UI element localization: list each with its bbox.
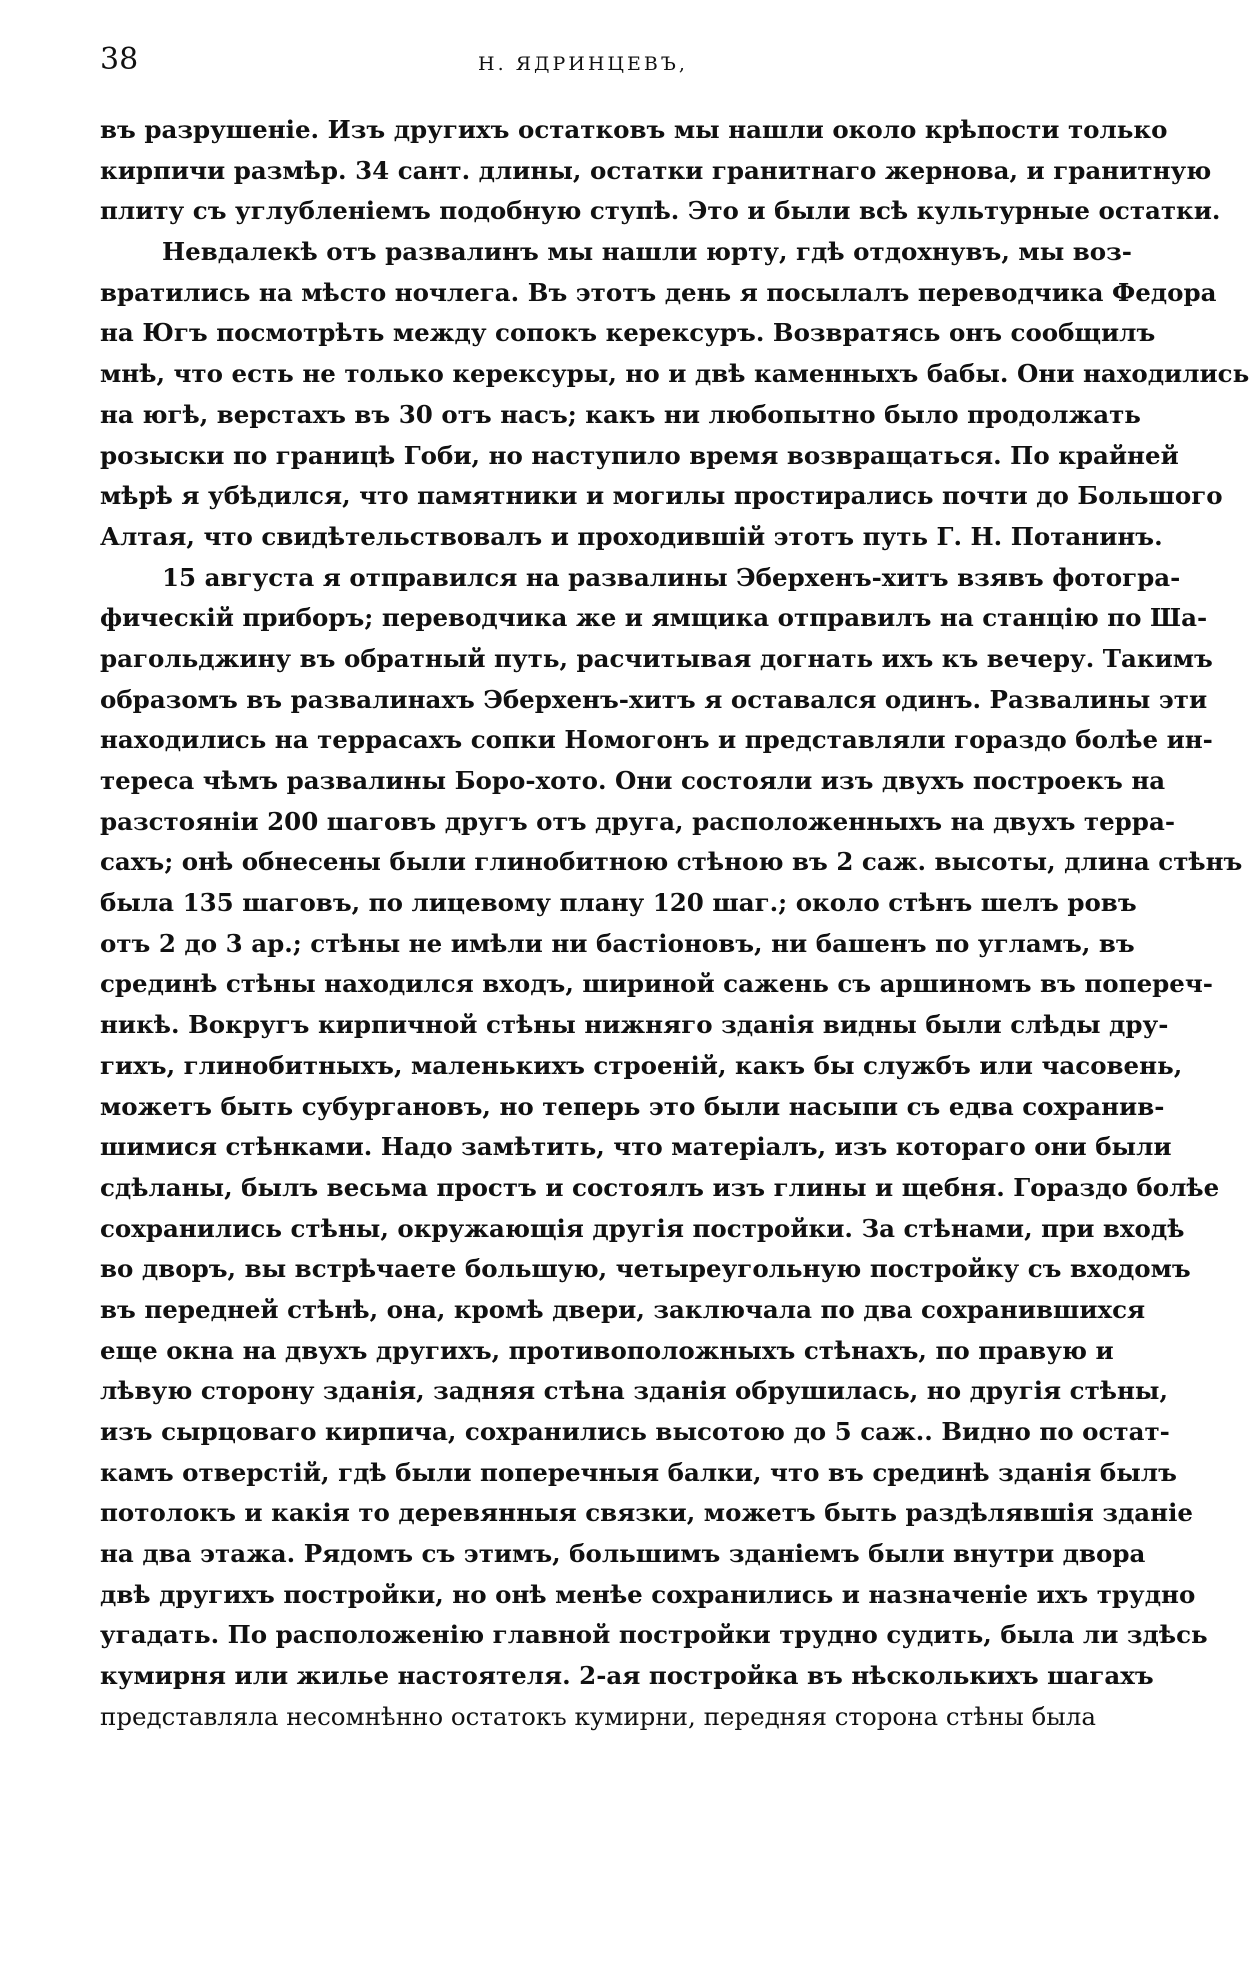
text-line: сдѣланы, былъ весьма простъ и состоялъ изъ глины и щебня. Гораздо болѣе: [100, 1172, 1220, 1202]
text-line: образомъ въ развалинахъ Эберхенъ-хитъ я оставался одинъ. Развалины эти: [100, 684, 1208, 714]
text-line: въ разрушеніе. Изъ другихъ остатковъ мы нашли около крѣпости только: [100, 115, 1168, 144]
text-line: еще окна на двухъ другихъ, противоположныхъ стѣнахъ, по правую и: [100, 1335, 1114, 1365]
text-line: розыски по границѣ Гоби, но наступило время возвращаться. По крайней: [100, 440, 1179, 470]
text-line: гихъ, глинобитныхъ, маленькихъ строеній, какъ бы службъ или часовень,: [100, 1050, 1183, 1080]
text-line: сахъ; онѣ обнесены были глинобитною стѣною въ 2 саж. высоты, длина стѣнъ: [100, 847, 1243, 877]
text-line: мѣрѣ я убѣдился, что памятники и могилы простирались почти до Большого: [100, 481, 1223, 511]
page-number: 38: [100, 42, 139, 77]
text-line: потолокъ и какія то деревянныя связки, можетъ быть раздѣлявшія зданіе: [100, 1498, 1194, 1528]
text-line: кумирня или жилье настоятеля. 2-ая постройка въ нѣсколькихъ шагахъ: [100, 1661, 1154, 1691]
text-line: лѣвую сторону зданія, задняя стѣна зданія обрушилась, но другія стѣны,: [100, 1376, 1169, 1406]
page-header: [100, 40, 1066, 90]
text-line: въ передней стѣнѣ, она, кромѣ двери, заключала по два сохранившихся: [100, 1294, 1146, 1324]
text-line: находились на террасахъ сопки Номогонъ и представляли гораздо болѣе ин-: [100, 725, 1213, 755]
text-line: была 135 шаговъ, по лицевому плану 120 шаг.; около стѣнъ шелъ ровъ: [100, 888, 1137, 918]
text-line: разстояніи 200 шаговъ другъ отъ друга, расположенныхъ на двухъ терра-: [100, 806, 1175, 836]
paragraph-start-line: Невдалекѣ отъ развалинъ мы нашли юрту, гдѣ отдохнувъ, мы воз-: [162, 237, 1132, 267]
text-line: рагольджину въ обратный путь, расчитывая догнать ихъ къ вечеру. Такимъ: [100, 643, 1213, 673]
text-line: камъ отверстій, гдѣ были поперечныя балки, что въ срединѣ зданія былъ: [100, 1457, 1177, 1487]
text-line: фическій приборъ; переводчика же и ямщика отправилъ на станцію по Ша-: [100, 603, 1208, 633]
text-line: двѣ другихъ постройки, но онѣ менѣе сохранились и назначеніе ихъ трудно: [100, 1579, 1196, 1609]
text-line: Алтая, что свидѣтельствовалъ и проходившій этотъ путь Г. Н. Потанинъ.: [100, 521, 1163, 551]
text-line: шимися стѣнками. Надо замѣтить, что матеріалъ, изъ котораго они были: [100, 1132, 1172, 1162]
text-line: на Югъ посмотрѣть между сопокъ керексуръ. Возвратясь онъ сообщилъ: [100, 318, 1156, 348]
text-line: плиту съ углубленіемъ подобную ступѣ. Это и были всѣ культурные остатки.: [100, 196, 1221, 226]
text-line: кирпичи размѣр. 34 сант. длины, остатки гранитнаго жернова, и гранитную: [100, 155, 1212, 185]
paragraph-start-line: 15 августа я отправился на развалины Эберхенъ-хитъ взявъ фотогра-: [162, 562, 1181, 592]
text-line: вратились на мѣсто ночлега. Въ этотъ день я посылалъ переводчика Федора: [100, 277, 1217, 307]
text-line: на два этажа. Рядомъ съ этимъ, большимъ зданіемъ были внутри двора: [100, 1539, 1146, 1569]
text-line: сохранились стѣны, окружающія другія постройки. За стѣнами, при входѣ: [100, 1213, 1185, 1243]
text-line: во дворъ, вы встрѣчаете большую, четыреугольную постройку съ входомъ: [100, 1254, 1191, 1284]
text-line: никѣ. Вокругъ кирпичной стѣны нижняго зданія видны были слѣды дру-: [100, 1010, 1169, 1040]
text-line: тереса чѣмъ развалины Боро-хото. Они состояли изъ двухъ построекъ на: [100, 766, 1166, 795]
text-line: угадать. По расположенію главной постройки трудно судить, была ли здѣсь: [100, 1620, 1208, 1650]
text-line: отъ 2 до 3 ар.; стѣны не имѣли ни бастіоновъ, ни башенъ по угламъ, въ: [100, 928, 1135, 958]
running-head: Н. ЯДРИНЦЕВЪ,: [478, 53, 688, 75]
text-line: представляла несомнѣнно остатокъ кумирни, передняя сторона стѣны была: [100, 1701, 1096, 1731]
text-line: изъ сырцоваго кирпича, сохранились высотою до 5 саж.. Видно по остат-: [100, 1417, 1170, 1446]
text-line: мнѣ, что есть не только керексуры, но и двѣ каменныхъ бабы. Они находились: [100, 359, 1249, 389]
body-text: [100, 110, 1249, 1738]
text-line: срединѣ стѣны находился входъ, шириной сажень съ аршиномъ въ попереч-: [100, 969, 1213, 999]
text-line: на югѣ, верстахъ въ 30 отъ насъ; какъ ни любопытно было продолжать: [100, 399, 1141, 429]
text-line: можетъ быть субургановъ, но теперь это были насыпи съ едва сохранив-: [100, 1091, 1165, 1121]
